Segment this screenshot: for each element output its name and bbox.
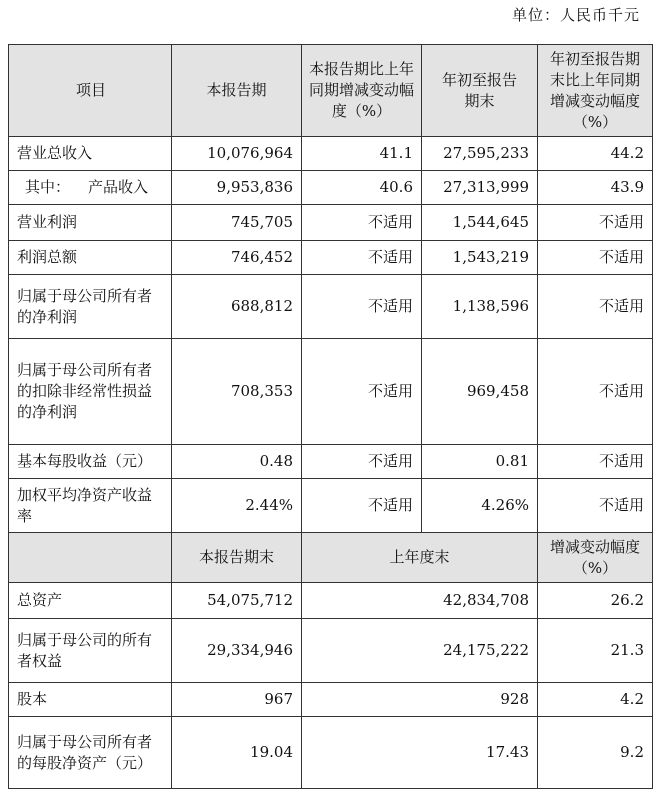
financial-data-table [8, 44, 653, 789]
cell-value: 29,334,946 [172, 619, 302, 683]
cell-value: 1,543,219 [422, 241, 538, 275]
cell-value: 746,452 [172, 241, 302, 275]
row-label: 归属于母公司所有者的净利润 [9, 275, 172, 339]
row-label: 总资产 [9, 583, 172, 619]
cell-value: 4.26% [422, 479, 538, 533]
cell-value: 不适用 [302, 445, 422, 479]
cell-value: 不适用 [302, 205, 422, 241]
cell-value: 不适用 [538, 205, 653, 241]
table-row [9, 717, 653, 789]
cell-value: 不适用 [538, 445, 653, 479]
cell-value: 不适用 [302, 339, 422, 445]
cell-value: 17.43 [302, 717, 538, 789]
row-label: 营业利润 [9, 205, 172, 241]
cell-value: 24,175,222 [302, 619, 538, 683]
unit-label: 单位：人民币千元 [511, 6, 640, 24]
table-row [9, 137, 653, 171]
cell-value: 44.2 [538, 137, 653, 171]
cell-value: 9.2 [538, 717, 653, 789]
col-header-change: 增减变动幅度（%） [538, 533, 653, 583]
cell-value: 708,353 [172, 339, 302, 445]
cell-value: 43.9 [538, 171, 653, 205]
cell-value: 21.3 [538, 619, 653, 683]
cell-value: 不适用 [538, 479, 653, 533]
cell-value: 19.04 [172, 717, 302, 789]
cell-value: 40.6 [302, 171, 422, 205]
row-label: 营业总收入 [9, 137, 172, 171]
table-row [9, 583, 653, 619]
cell-value: 1,138,596 [422, 275, 538, 339]
cell-value: 0.81 [422, 445, 538, 479]
cell-value: 不适用 [302, 275, 422, 339]
table-row [9, 241, 653, 275]
cell-value: 0.48 [172, 445, 302, 479]
cell-value: 688,812 [172, 275, 302, 339]
table-row [9, 683, 653, 717]
row-label: 归属于母公司所有者的每股净资产（元） [9, 717, 172, 789]
col-header-empty [9, 533, 172, 583]
table-row [9, 445, 653, 479]
table-row [9, 619, 653, 683]
col-header-prior-year-end: 上年度末 [302, 533, 538, 583]
cell-value: 969,458 [422, 339, 538, 445]
cell-value: 4.2 [538, 683, 653, 717]
row-label: 归属于母公司的所有者权益 [9, 619, 172, 683]
row-label: 基本每股收益（元） [9, 445, 172, 479]
table-row [9, 339, 653, 445]
cell-value: 9,953,836 [172, 171, 302, 205]
cell-value: 2.44% [172, 479, 302, 533]
col-header-ytd: 年初至报告期末 [422, 45, 538, 137]
cell-value: 10,076,964 [172, 137, 302, 171]
cell-value: 967 [172, 683, 302, 717]
cell-value: 27,313,999 [422, 171, 538, 205]
table-header-row [9, 45, 653, 137]
cell-value: 42,834,708 [302, 583, 538, 619]
table-row [9, 171, 653, 205]
col-header-period-end: 本报告期末 [172, 533, 302, 583]
cell-value: 54,075,712 [172, 583, 302, 619]
col-header-current-period: 本报告期 [172, 45, 302, 137]
row-label: 利润总额 [9, 241, 172, 275]
row-label: 股本 [9, 683, 172, 717]
row-label: 加权平均净资产收益率 [9, 479, 172, 533]
cell-value: 41.1 [302, 137, 422, 171]
cell-value: 745,705 [172, 205, 302, 241]
cell-value: 不适用 [538, 339, 653, 445]
cell-value: 26.2 [538, 583, 653, 619]
row-label-prefix: 其中： [25, 178, 71, 196]
cell-value: 1,544,645 [422, 205, 538, 241]
row-label: 归属于母公司所有者的扣除非经常性损益的净利润 [9, 339, 172, 445]
col-header-ytd-change: 年初至报告期末比上年同期增减变动幅度（%） [538, 45, 653, 137]
cell-value: 不适用 [538, 241, 653, 275]
col-header-item: 项目 [9, 45, 172, 137]
cell-value: 不适用 [538, 275, 653, 339]
cell-value: 928 [302, 683, 538, 717]
table-row [9, 275, 653, 339]
table-row [9, 205, 653, 241]
col-header-yoy-change: 本报告期比上年同期增减变动幅度（%） [302, 45, 422, 137]
cell-value: 不适用 [302, 241, 422, 275]
cell-value: 27,595,233 [422, 137, 538, 171]
row-label-sub: 产品收入 [88, 178, 149, 196]
table-subheader-row [9, 533, 653, 583]
row-label [9, 171, 172, 205]
cell-value: 不适用 [302, 479, 422, 533]
table-row [9, 479, 653, 533]
